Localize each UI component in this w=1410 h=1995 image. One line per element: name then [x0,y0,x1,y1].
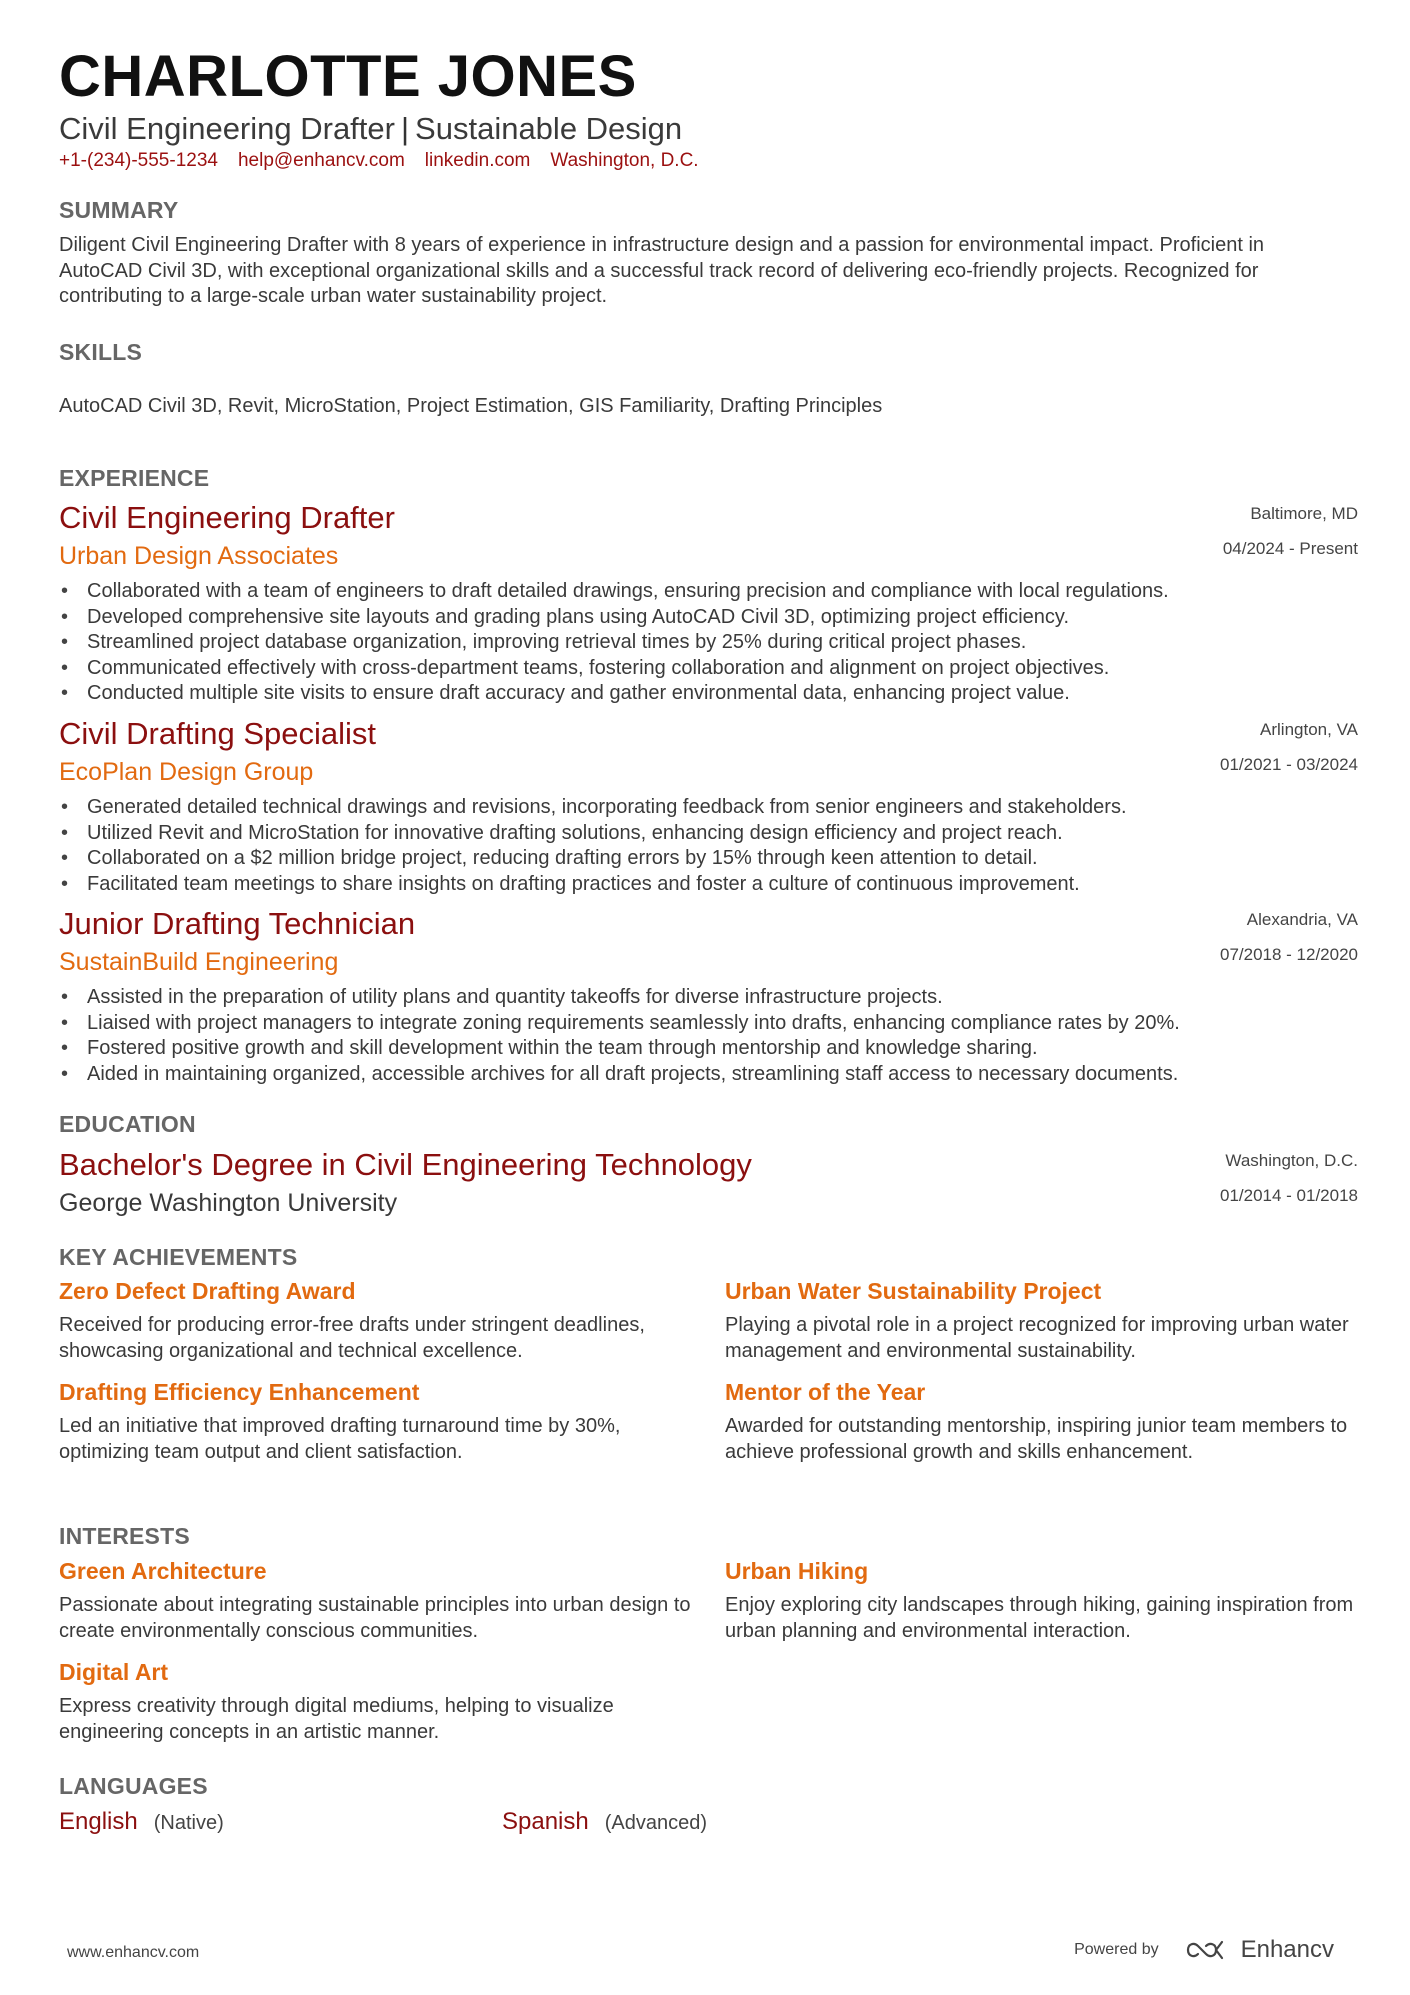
job-bullet: • Facilitated team meetings to share insights on drafting practices and foster a culture of continuous improvement. [59,872,1358,898]
interest-title: Urban Hiking [725,1558,869,1584]
language-item [59,1808,224,1836]
job-bullet: • Developed comprehensive site layouts and grading plans using AutoCAD Civil 3D, optimizing project efficiency. [59,605,1358,631]
interest-text: Enjoy exploring city landscapes through hiking, gaining inspiration from urban planning and environmental interaction. [725,1594,1354,1642]
job-bullets [59,579,1358,707]
job-bullet: • Assisted in the preparation of utility plans and quantity takeoffs for diverse infrastructure projects. [59,985,1358,1011]
footer-website-link[interactable]: www.enhancv.com [67,1944,200,1961]
achievement-card [725,1381,1365,1465]
job-bullet: • Collaborated with a team of engineers to draft detailed drawings, ensuring precision and compliance with local regulations. [59,579,1358,605]
achievement-card [59,1381,699,1465]
school-name: George Washington University [59,1189,398,1217]
language-name: Spanish [502,1808,589,1835]
interests-heading: INTERESTS [59,1523,190,1549]
job-entry [59,502,1358,707]
achievement-text: Received for producing error-free drafts under stringent deadlines, showcasing organizational and technical excellence. [59,1314,645,1362]
interest-card [725,1560,1365,1644]
contact-bar [59,150,699,172]
job-company: EcoPlan Design Group [59,758,314,786]
job-bullet: • Aided in maintaining organized, accessible archives for all draft projects, streamlining staff access to necessary documents. [59,1062,1358,1088]
headline-separator: | [400,111,410,146]
job-bullet: • Liaised with project managers to integrate zoning requirements seamlessly into drafts, enhancing compliance rates by 20%. [59,1011,1358,1037]
summary-text: Diligent Civil Engineering Drafter with 8 years of experience in infrastructure design and a passion for environmental impact. Proficient in AutoCAD Civil 3D, with exceptional organizational skills and a successful track record of delivering eco-friendly projects. Recognized for contributing to a large-scale urban water sustainability project. [59,234,1265,307]
headline [59,112,682,146]
achievement-text: Awarded for outstanding mentorship, inspiring junior team members to achieve professional growth and skills enhancement. [725,1415,1348,1463]
achievement-title: Zero Defect Drafting Award [59,1278,356,1304]
degree-title: Bachelor's Degree in Civil Engineering Technology [59,1147,752,1182]
job-location: Arlington, VA [1260,720,1358,739]
education-heading: EDUCATION [59,1111,196,1137]
achievement-text: Led an initiative that improved drafting turnaround time by 30%, optimizing team output and client satisfaction. [59,1415,621,1463]
experience-heading: EXPERIENCE [59,465,210,491]
language-name: English [59,1808,138,1835]
footer-branding [1074,1936,1334,1964]
phone-link[interactable]: +1-(234)-555-1234 [59,150,218,171]
interest-title: Green Architecture [59,1558,267,1584]
interest-card [59,1560,699,1644]
school-location: Washington, D.C. [1225,1151,1358,1170]
brand-name: Enhancv [1240,1936,1334,1963]
job-title: Civil Engineering Drafter [59,500,395,535]
job-dates: 07/2018 - 12/2020 [1219,945,1358,964]
linkedin-link[interactable]: linkedin.com [424,150,531,171]
job-bullet: • Conducted multiple site visits to ensure draft accuracy and gather environmental data, enhancing project value. [59,681,1358,707]
achievement-card [59,1280,699,1364]
job-bullet: • Utilized Revit and MicroStation for innovative drafting solutions, enhancing design efficiency and project reach. [59,821,1358,847]
job-location: Alexandria, VA [1246,910,1358,929]
language-item [502,1808,707,1836]
job-entry [59,718,1358,897]
job-bullet: • Fostered positive growth and skill development within the team through mentorship and knowledge sharing. [59,1036,1358,1062]
interest-text: Express creativity through digital mediums, helping to visualize engineering concepts in an artistic manner. [59,1695,614,1743]
job-dates: 01/2021 - 03/2024 [1219,755,1358,774]
skills-text: AutoCAD Civil 3D, Revit, MicroStation, Project Estimation, GIS Familiarity, Drafting Principles [59,395,883,417]
email-link[interactable]: help@enhancv.com [237,150,405,171]
headline-title: Civil Engineering Drafter [59,111,395,146]
job-bullets [59,985,1358,1087]
achievement-title: Drafting Efficiency Enhancement [59,1379,420,1405]
job-company: SustainBuild Engineering [59,948,339,976]
job-bullet: • Generated detailed technical drawings and revisions, incorporating feedback from senior engineers and stakeholders. [59,795,1358,821]
interest-card [59,1661,699,1745]
job-bullet: • Communicated effectively with cross-department teams, fostering collaboration and alignment on project objectives. [59,656,1358,682]
achievement-title: Mentor of the Year [725,1379,926,1405]
job-bullets [59,795,1358,897]
language-level: (Native) [153,1812,224,1834]
job-title: Civil Drafting Specialist [59,716,376,751]
language-level: (Advanced) [604,1812,708,1834]
summary-heading: SUMMARY [59,197,179,223]
interest-title: Digital Art [59,1659,169,1685]
skills-heading: SKILLS [59,339,142,365]
job-company: Urban Design Associates [59,542,339,570]
interest-text: Passionate about integrating sustainable principles into urban design to create environmentally conscious communities. [59,1594,691,1642]
achievements-heading: KEY ACHIEVEMENTS [59,1244,298,1270]
job-bullet: • Streamlined project database organization, improving retrieval times by 25% during critical project phases. [59,630,1358,656]
enhancv-logo-icon [1185,1938,1231,1962]
job-bullet: • Collaborated on a $2 million bridge project, reducing drafting errors by 15% through keen attention to detail. [59,846,1358,872]
job-entry [59,908,1358,1087]
job-title: Junior Drafting Technician [59,906,416,941]
job-dates: 04/2024 - Present [1222,539,1358,558]
school-dates: 01/2014 - 01/2018 [1219,1186,1358,1205]
education-entry [59,1149,1358,1216]
brand-logo[interactable] [1185,1936,1334,1964]
headline-subtitle: Sustainable Design [415,111,683,146]
achievement-text: Playing a pivotal role in a project recognized for improving urban water management and environmental sustainability. [725,1314,1349,1362]
languages-heading: LANGUAGES [59,1773,208,1799]
job-location: Baltimore, MD [1250,504,1358,523]
achievement-title: Urban Water Sustainability Project [725,1278,1102,1304]
location-text: Washington, D.C. [550,150,699,171]
achievement-card [725,1280,1365,1364]
powered-by-label: Powered by [1074,1941,1159,1958]
candidate-name: CHARLOTTE JONES [59,44,637,109]
